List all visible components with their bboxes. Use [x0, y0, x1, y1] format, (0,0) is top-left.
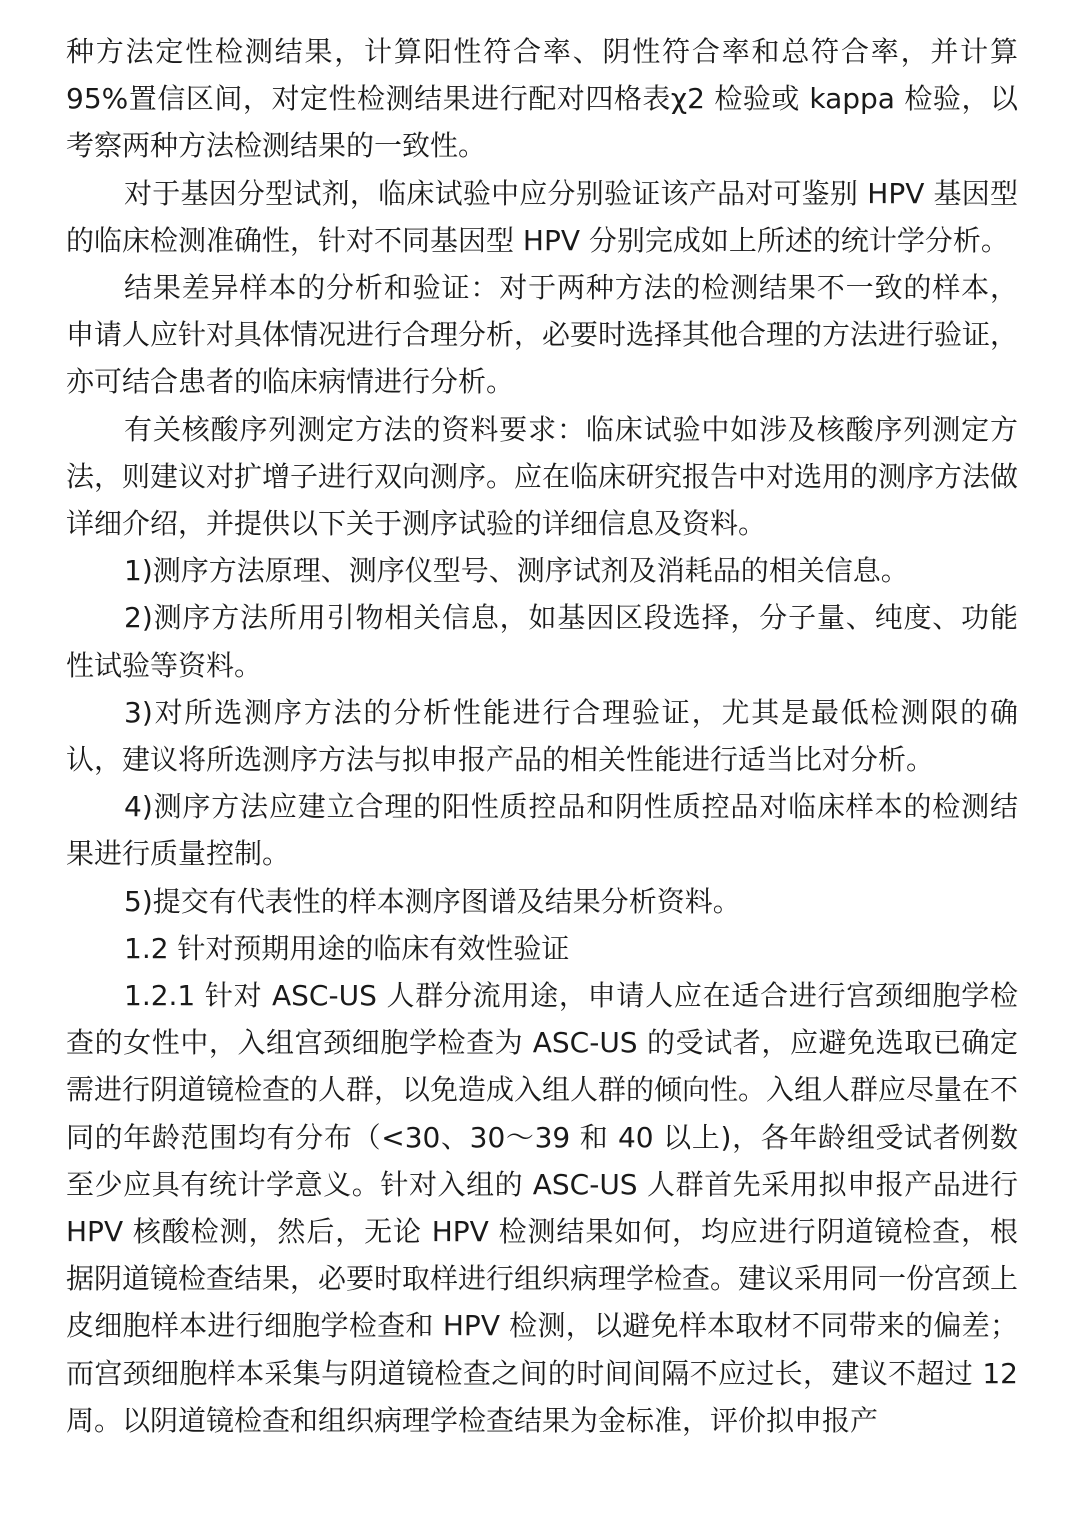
list-item-sequencing-3: 3)对所选测序方法的分析性能进行合理验证，尤其是最低检测限的确认，建议将所选测序方法与拟申报产品的相关性能进行适当比对分析。	[66, 695, 1018, 777]
list-item-sequencing-4: 4)测序方法应建立合理的阳性质控品和阴性质控品对临床样本的检测结果进行质量控制。	[66, 790, 1018, 871]
list-item-sequencing-1: 1)测序方法原理、测序仪型号、测序试剂及消耗品的相关信息。	[124, 554, 909, 588]
document-page	[66, 28, 1018, 1444]
list-item-sequencing-2: 2)测序方法所用引物相关信息，如基因区段选择，分子量、纯度、功能性试验等资料。	[66, 601, 1018, 682]
paragraph-section-1-2-1: 1.2.1 针对 ASC-US 人群分流用途，申请人应在适合进行宫颈细胞学检查的女性中，入组宫颈细胞学检查为 ASC-US 的受试者，应避免选取已确定需进行阴道镜检查的人群，以免造成入组人群的倾向性。入组人群应尽量在不同的年龄范围均有分布（<30、30～39 和 40 以上)，各年龄组受试者例数至少应具有统计学意义。针对入组的 ASC-US 人群首先采用拟申报产品进行 HPV 核酸检测，然后，无论 HPV 检测结果如何，均应进行阴道镜检查，根据阴道镜检查结果，必要时取样进行组织病理学检查。建议采用同一份宫颈上皮细胞样本进行细胞学检查和 HPV 检测，以避免样本取材不同带来的偏差；而宫颈细胞样本采集与阴道镜检查之间的时间间隔不应过长，建议不超过 12 周。以阴道镜检查和组织病理学检查结果为金标准，评价拟申报产	[66, 979, 1019, 1437]
paragraph-discrepant-sample-analysis: 结果差异样本的分析和验证：对于两种方法的检测结果不一致的样本，申请人应针对具体情况进行合理分析，必要时选择其他合理的方法进行验证，亦可结合患者的临床病情进行分析。	[66, 271, 1019, 399]
paragraph-genotyping-reagents: 对于基因分型试剂，临床试验中应分别验证该产品对可鉴别 HPV 基因型的临床检测准确性，针对不同基因型 HPV 分别完成如上所述的统计学分析。	[66, 176, 1018, 257]
section-heading-1-2: 1.2 针对预期用途的临床有效性验证	[124, 931, 570, 965]
list-item-sequencing-5: 5)提交有代表性的样本测序图谱及结果分析资料。	[124, 884, 741, 918]
paragraph-continuation-consistency-analysis: 种方法定性检测结果，计算阳性符合率、阴性符合率和总符合率，并计算95%置信区间，对定性检测结果进行配对四格表χ2 检验或 kappa 检验，以考察两种方法检测结果的一致性。	[66, 35, 1018, 163]
paragraph-sequencing-requirements: 有关核酸序列测定方法的资料要求：临床试验中如涉及核酸序列测定方法，则建议对扩增子进行双向测序。应在临床研究报告中对选用的测序方法做详细介绍，并提供以下关于测序试验的详细信息及资料。	[66, 412, 1019, 541]
